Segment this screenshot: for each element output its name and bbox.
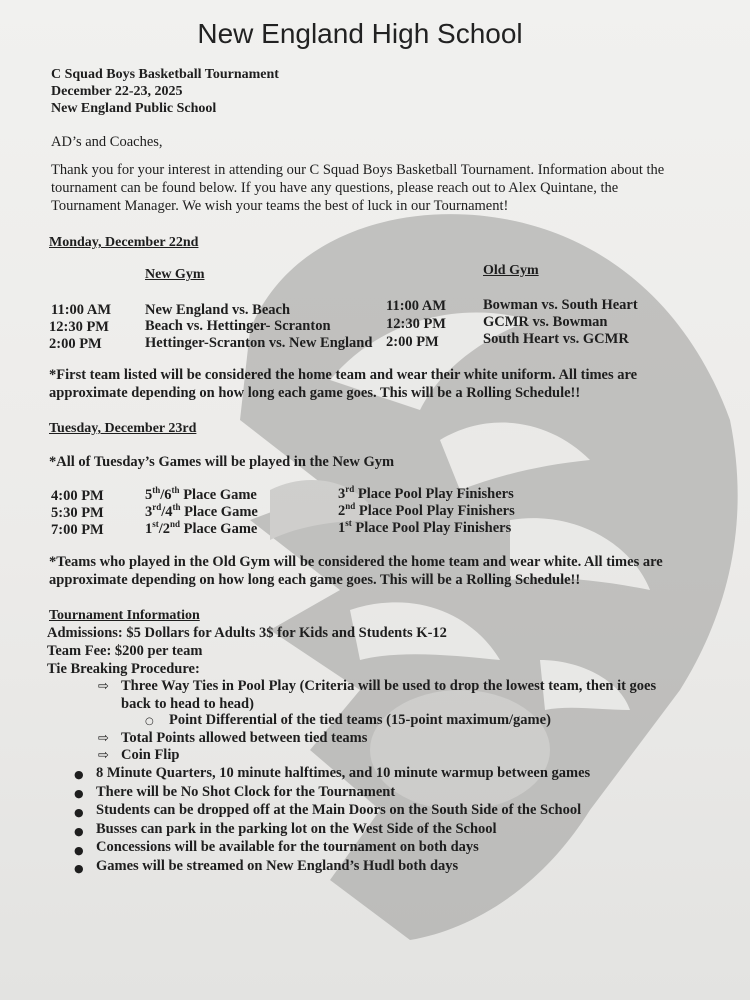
monday-heading: Monday, December 22nd (49, 235, 199, 250)
monday-note-line-2: approximate depending on how long each game goes. This will be a Rolling Schedule!! (49, 385, 581, 401)
intro-line-3: Tournament Manager. We wish your teams the best of luck in our Tournament! (51, 198, 509, 214)
tie-rule-1-line-2: back to head to head) (121, 696, 254, 712)
intro-line-2: tournament can be found below. If you have any questions, please reach out to Alex Quintane, the (51, 180, 619, 196)
monday-oldgym-game-2: GCMR vs. Bowman (483, 314, 608, 330)
tuesday-heading: Tuesday, December 23rd (49, 421, 197, 436)
old-gym-label: Old Gym (483, 263, 539, 278)
info-heading: Tournament Information (49, 608, 200, 623)
page-title: New England High School (197, 18, 523, 49)
bullet-icon: ● (74, 806, 84, 819)
monday-game-3: Hettinger-Scranton vs. New England (145, 335, 373, 351)
tuesday-finishers-3: 1st Place Pool Play Finishers (338, 518, 512, 536)
monday-oldgym-time-1: 11:00 AM (386, 298, 447, 314)
tuesday-time-2: 5:30 PM (51, 505, 104, 521)
monday-oldgym-time-2: 12:30 PM (386, 316, 446, 332)
tie-rule-2: Total Points allowed between tied teams (121, 730, 368, 746)
bullet-icon: ● (74, 844, 84, 857)
arrow-icon: ⇨ (98, 748, 109, 763)
bullet-icon: ● (74, 768, 84, 781)
tuesday-note-2-line-1: *Teams who played in the Old Gym will be considered the home team and wear white. All times are (49, 554, 663, 570)
tie-rule-3: Coin Flip (121, 747, 180, 763)
team-fee: Team Fee: $200 per team (47, 643, 203, 659)
bullet-icon: ● (74, 787, 84, 800)
tuesday-finishers-1: 3rd Place Pool Play Finishers (338, 484, 514, 502)
event-name: C Squad Boys Basketball Tournament (51, 67, 279, 82)
monday-oldgym-time-3: 2:00 PM (386, 334, 439, 350)
info-bullet-2: There will be No Shot Clock for the Tournament (96, 784, 396, 800)
tuesday-time-1: 4:00 PM (51, 488, 104, 504)
arrow-icon: ⇨ (98, 679, 109, 694)
info-bullet-1: 8 Minute Quarters, 10 minute halftimes, and 10 minute warmup between games (96, 765, 591, 781)
circle-bullet-icon: ○ (145, 716, 154, 727)
tie-breaking-heading: Tie Breaking Procedure: (47, 661, 200, 677)
monday-game-2: Beach vs. Hettinger- Scranton (145, 318, 331, 334)
info-bullet-6: Games will be streamed on New England’s Hudl both days (96, 858, 459, 874)
admissions: Admissions: $5 Dollars for Adults 3$ for Kids and Students K-12 (47, 625, 447, 641)
monday-note-line-1: *First team listed will be considered the home team and wear their white uniform. All times are (49, 367, 638, 383)
arrow-icon: ⇨ (98, 731, 109, 746)
tuesday-game-2: 3rd/4th Place Game (145, 502, 258, 520)
monday-game-1: New England vs. Beach (145, 302, 291, 318)
event-dates: December 22-23, 2025 (51, 84, 183, 99)
monday-oldgym-game-1: Bowman vs. South Heart (483, 297, 638, 313)
tuesday-time-3: 7:00 PM (51, 522, 104, 538)
new-gym-label: New Gym (145, 267, 205, 282)
tuesday-game-3: 1st/2nd Place Game (145, 519, 258, 537)
tuesday-game-1: 5th/6th Place Game (145, 485, 257, 503)
monday-time-3: 2:00 PM (49, 336, 102, 352)
tuesday-note: *All of Tuesday’s Games will be played in the New Gym (49, 454, 395, 470)
info-bullet-3: Students can be dropped off at the Main Doors on the South Side of the School (96, 802, 582, 818)
monday-time-1: 11:00 AM (51, 302, 112, 318)
bullet-icon: ● (74, 862, 84, 875)
event-venue: New England Public School (51, 101, 217, 116)
tie-rule-1-line-1: Three Way Ties in Pool Play (Criteria will be used to drop the lowest team, then it goes (121, 678, 657, 694)
intro-line-1: Thank you for your interest in attending our C Squad Boys Basketball Tournament. Information about the (51, 162, 665, 178)
salutation: AD’s and Coaches, (51, 134, 163, 150)
tie-rule-1-sub: Point Differential of the tied teams (15-point maximum/game) (169, 712, 551, 728)
bullet-icon: ● (74, 825, 84, 838)
tie-rule-1 (98, 678, 109, 695)
info-bullet-5: Concessions will be available for the tournament on both days (96, 839, 479, 855)
monday-time-2: 12:30 PM (49, 319, 109, 335)
tuesday-note-2-line-2: approximate depending on how long each game goes. This will be a Rolling Schedule!! (49, 572, 581, 588)
tuesday-finishers-2: 2nd Place Pool Play Finishers (338, 501, 515, 519)
info-bullet-4: Busses can park in the parking lot on the West Side of the School (96, 821, 497, 837)
monday-oldgym-game-3: South Heart vs. GCMR (483, 331, 629, 347)
